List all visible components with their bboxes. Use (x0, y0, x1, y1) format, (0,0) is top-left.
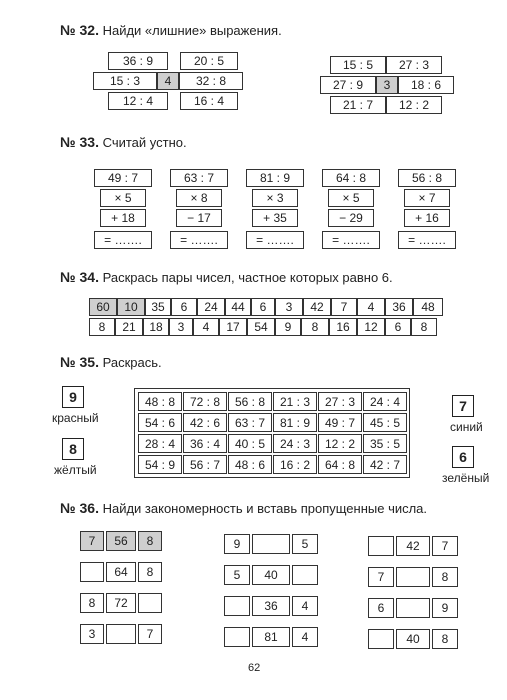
ex33-chain (398, 169, 456, 251)
ex33-chain (246, 169, 304, 251)
ex36-blank-cell[interactable] (396, 598, 430, 618)
ex33-step: × 5 (328, 189, 374, 207)
ex36-blank-cell[interactable] (106, 624, 136, 644)
ex33-answer[interactable]: = ……. (398, 231, 456, 249)
ex35-number: № 35. (60, 354, 99, 370)
ex35-expression-cell[interactable]: 21 : 3 (273, 392, 317, 411)
ex34-top-number[interactable]: 4 (357, 298, 385, 316)
ex33-start: 56 : 8 (398, 169, 456, 187)
ex34-top-number[interactable]: 24 (197, 298, 225, 316)
ex36-number-cell: 9 (432, 598, 458, 618)
ex32-cell: 18 : 6 (398, 76, 454, 94)
ex35-expression-cell[interactable]: 42 : 6 (183, 413, 227, 432)
ex35-expression-cell[interactable]: 48 : 6 (228, 455, 272, 474)
ex36-number-cell: 81 (252, 627, 290, 647)
ex35-expression-cell[interactable]: 72 : 8 (183, 392, 227, 411)
ex33-step: × 8 (176, 189, 222, 207)
ex34-top-number[interactable]: 3 (275, 298, 303, 316)
ex32-cell: 32 : 8 (179, 72, 243, 90)
ex34-top-number[interactable]: 6 (171, 298, 197, 316)
ex33-step: × 3 (252, 189, 298, 207)
ex35-expression-cell[interactable]: 64 : 8 (318, 455, 362, 474)
ex36-number: № 36. (60, 500, 99, 516)
ex33-answer[interactable]: = ……. (246, 231, 304, 249)
ex33-chain (322, 169, 380, 251)
ex32-center-cell: 3 (376, 76, 398, 94)
ex34-top-number[interactable]: 7 (331, 298, 357, 316)
ex35-expression-cell[interactable]: 28 : 4 (138, 434, 182, 453)
ex36-number-cell: 40 (396, 629, 430, 649)
ex35-expression-cell[interactable]: 42 : 7 (363, 455, 407, 474)
ex34-top-number[interactable]: 48 (413, 298, 443, 316)
color-key-label: зелёный (442, 471, 490, 485)
ex34-top-number[interactable]: 42 (303, 298, 331, 316)
color-key-value: 9 (62, 386, 84, 408)
ex36-number-cell: 8 (138, 562, 162, 582)
ex32-cell: 12 : 4 (108, 92, 168, 110)
color-key-value: 7 (452, 395, 474, 417)
ex35-expression-cell[interactable]: 81 : 9 (273, 413, 317, 432)
ex36-blank-cell[interactable] (292, 565, 318, 585)
ex33-answer[interactable]: = ……. (170, 231, 228, 249)
ex36-number-cell: 9 (224, 534, 250, 554)
ex32-title: Найди «лишние» выражения. (102, 23, 282, 38)
ex34-top-number[interactable]: 36 (385, 298, 413, 316)
ex36-blank-cell[interactable] (368, 536, 394, 556)
ex32-number: № 32. (60, 22, 99, 38)
ex35-expression-cell[interactable]: 35 : 5 (363, 434, 407, 453)
ex36-number-cell: 4 (292, 596, 318, 616)
ex35-title: Раскрась. (102, 355, 162, 370)
ex35-expression-cell[interactable]: 56 : 8 (228, 392, 272, 411)
ex33-step: − 29 (328, 209, 374, 227)
ex35-expression-cell[interactable]: 12 : 2 (318, 434, 362, 453)
ex34-top-number[interactable]: 10 (117, 298, 145, 316)
ex33-chain (170, 169, 228, 251)
ex36-number-cell: 8 (80, 593, 104, 613)
ex33-step: × 5 (100, 189, 146, 207)
ex32-center-cell: 4 (157, 72, 179, 90)
ex36-blank-cell[interactable] (138, 593, 162, 613)
ex34-top-number[interactable]: 6 (251, 298, 275, 316)
ex35-expression-cell[interactable]: 27 : 3 (318, 392, 362, 411)
ex32-cell: 15 : 3 (93, 72, 157, 90)
color-key-value: 8 (62, 438, 84, 460)
ex36-number-cell: 42 (396, 536, 430, 556)
ex33-step: × 7 (404, 189, 450, 207)
ex36-number-cell: 7 (80, 531, 104, 551)
ex36-number-cell: 36 (252, 596, 290, 616)
ex36-number-cell: 40 (252, 565, 290, 585)
ex36-number-cell: 7 (368, 567, 394, 587)
ex32-cell: 20 : 5 (180, 52, 238, 70)
ex36-number-cell: 3 (80, 624, 104, 644)
ex36-number-cell: 56 (106, 531, 136, 551)
ex34-top-number[interactable]: 44 (225, 298, 251, 316)
ex36-blank-cell[interactable] (396, 567, 430, 587)
ex32-cell: 27 : 3 (386, 56, 442, 74)
ex36-blank-cell[interactable] (224, 627, 250, 647)
ex35-expression-cell[interactable]: 63 : 7 (228, 413, 272, 432)
color-key-label: жёлтый (54, 463, 97, 477)
ex34-bottom-number[interactable]: 18 (143, 318, 169, 336)
ex34-bottom-number[interactable]: 17 (219, 318, 247, 336)
ex33-step: + 18 (100, 209, 146, 227)
ex34-bottom-number[interactable]: 4 (193, 318, 219, 336)
ex34-heading (60, 269, 393, 285)
ex33-start: 49 : 7 (94, 169, 152, 187)
ex36-blank-cell[interactable] (80, 562, 104, 582)
color-key-label: красный (52, 411, 99, 425)
ex36-number-cell: 8 (138, 531, 162, 551)
ex32-cell: 16 : 4 (180, 92, 238, 110)
ex36-heading (60, 500, 427, 516)
color-key-label: синий (450, 420, 483, 434)
ex35-expression-cell[interactable]: 56 : 7 (183, 455, 227, 474)
ex34-bottom-number[interactable]: 8 (411, 318, 437, 336)
ex32-cell: 12 : 2 (386, 96, 442, 114)
ex36-number-cell: 8 (432, 629, 458, 649)
ex35-expression-cell[interactable]: 48 : 8 (138, 392, 182, 411)
ex34-bottom-number[interactable]: 8 (89, 318, 115, 336)
ex36-number-cell: 5 (224, 565, 250, 585)
page-number: 62 (248, 662, 261, 674)
ex34-number: № 34. (60, 269, 99, 285)
ex33-title: Считай устно. (102, 135, 187, 150)
ex35-expression-cell[interactable]: 16 : 2 (273, 455, 317, 474)
ex36-number-cell: 5 (292, 534, 318, 554)
ex33-start: 64 : 8 (322, 169, 380, 187)
ex35-expression-cell[interactable]: 49 : 7 (318, 413, 362, 432)
ex34-bottom-number[interactable]: 16 (329, 318, 357, 336)
ex35-expression-cell[interactable]: 36 : 4 (183, 434, 227, 453)
ex34-top-number[interactable]: 35 (145, 298, 171, 316)
ex36-number-cell: 7 (432, 536, 458, 556)
ex34-title: Раскрась пары чисел, частное которых равно 6. (102, 270, 393, 285)
ex35-expression-cell[interactable]: 24 : 3 (273, 434, 317, 453)
ex34-bottom-number[interactable]: 54 (247, 318, 275, 336)
ex36-number-cell: 6 (368, 598, 394, 618)
ex33-start: 81 : 9 (246, 169, 304, 187)
ex33-chain (94, 169, 152, 251)
ex33-answer[interactable]: = ……. (322, 231, 380, 249)
ex34-bottom-number[interactable]: 12 (357, 318, 385, 336)
ex33-number: № 33. (60, 134, 99, 150)
ex36-number-cell: 72 (106, 593, 136, 613)
ex36-title: Найди закономерность и вставь пропущенные числа. (102, 501, 428, 516)
ex33-heading (60, 134, 187, 150)
ex36-blank-cell[interactable] (252, 534, 290, 554)
ex35-heading (60, 354, 162, 370)
color-key-value: 6 (452, 446, 474, 468)
ex34-top-number[interactable]: 60 (89, 298, 117, 316)
ex35-expression-cell[interactable]: 54 : 6 (138, 413, 182, 432)
ex36-number-cell: 7 (138, 624, 162, 644)
ex33-step: + 16 (404, 209, 450, 227)
ex36-blank-cell[interactable] (224, 596, 250, 616)
ex35-expression-cell[interactable]: 40 : 5 (228, 434, 272, 453)
ex36-number-cell: 4 (292, 627, 318, 647)
ex33-start: 63 : 7 (170, 169, 228, 187)
ex33-step: − 17 (176, 209, 222, 227)
ex32-cell: 27 : 9 (320, 76, 376, 94)
ex34-bottom-number[interactable]: 3 (169, 318, 193, 336)
ex36-blank-cell[interactable] (368, 629, 394, 649)
ex32-cell: 21 : 7 (330, 96, 386, 114)
ex36-number-cell: 64 (106, 562, 136, 582)
ex32-cell: 36 : 9 (108, 52, 168, 70)
ex35-expression-cell[interactable]: 45 : 5 (363, 413, 407, 432)
ex34-bottom-number[interactable]: 6 (385, 318, 411, 336)
ex36-number-cell: 8 (432, 567, 458, 587)
ex32-cell: 15 : 5 (330, 56, 386, 74)
ex32-heading (60, 22, 282, 38)
ex34-bottom-number[interactable]: 8 (301, 318, 329, 336)
ex33-answer[interactable]: = ……. (94, 231, 152, 249)
ex34-bottom-number[interactable]: 9 (275, 318, 301, 336)
ex35-expression-cell[interactable]: 24 : 4 (363, 392, 407, 411)
ex35-expression-cell[interactable]: 54 : 9 (138, 455, 182, 474)
ex33-step: + 35 (252, 209, 298, 227)
ex34-bottom-number[interactable]: 21 (115, 318, 143, 336)
